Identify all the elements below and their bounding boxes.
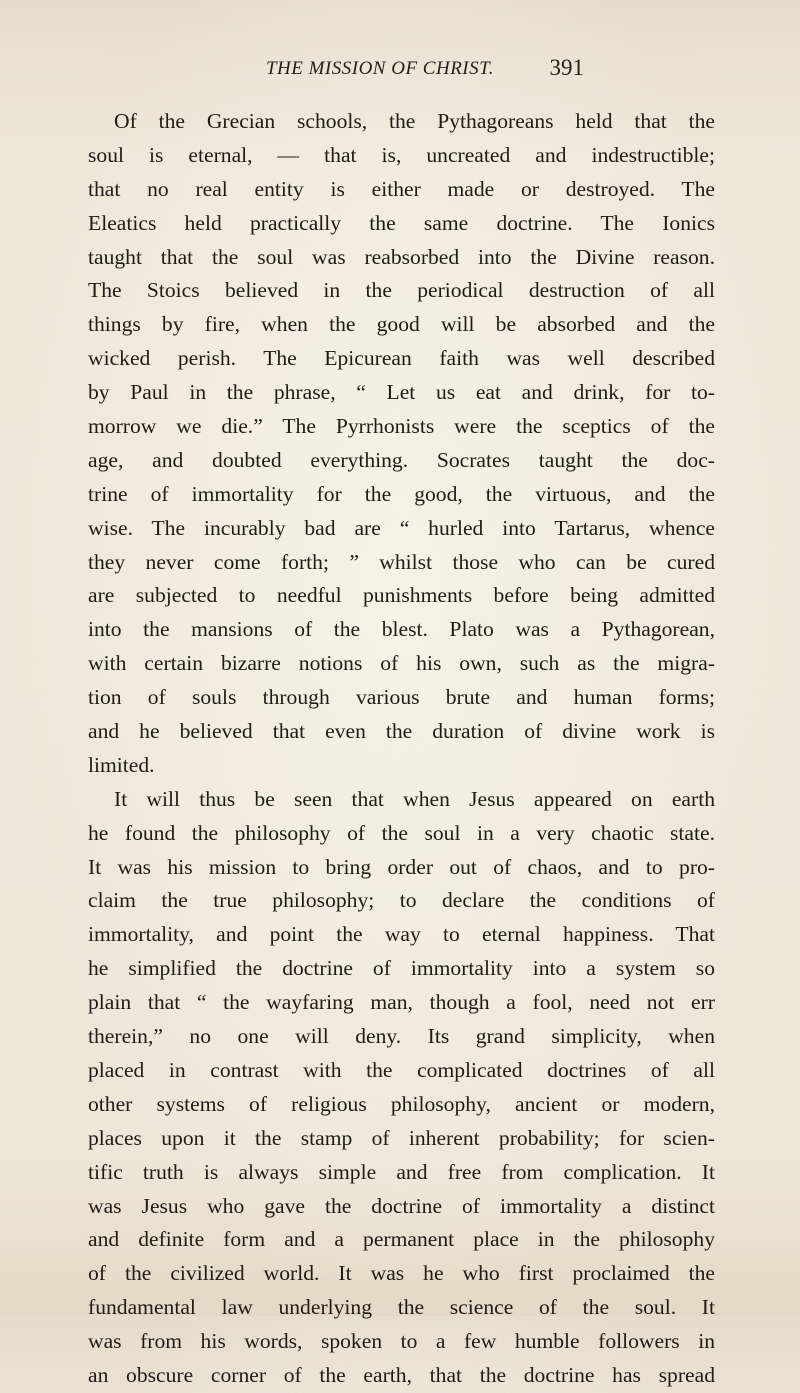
text-line: It was his mission to bring order out of chaos, and to pro-: [88, 854, 715, 879]
text-line: and he believed that even the duration of divine work is: [88, 719, 715, 744]
text-line: trine of immortality for the good, the virtuous, and the: [88, 481, 715, 506]
text-line: Eleatics held practically the same doctrine. The Ionics: [88, 210, 715, 235]
text-line: therein,” no one will deny. Its grand simplicity, when: [88, 1024, 715, 1049]
text-line: limited.: [88, 752, 155, 777]
text-line: was Jesus who gave the doctrine of immortality a distinct: [88, 1193, 715, 1218]
text-line: are subjected to needful punishments before being admitted: [88, 583, 715, 608]
text-line: It will thus be seen that when Jesus appeared on earth: [114, 786, 715, 811]
text-line: was from his words, spoken to a few humble followers in: [88, 1329, 715, 1354]
text-line: they never come forth; ” whilst those who can be cured: [88, 549, 715, 574]
text-line: places upon it the stamp of inherent probability; for scien-: [88, 1125, 715, 1150]
text-line: claim the true philosophy; to declare the conditions of: [88, 888, 715, 913]
text-line: The Stoics believed in the periodical destruction of all: [88, 278, 715, 303]
text-line: other systems of religious philosophy, ancient or modern,: [88, 1091, 715, 1116]
text-line: age, and doubted everything. Socrates taught the doc-: [88, 447, 715, 472]
page-number: 391: [549, 55, 584, 80]
text-line: that no real entity is either made or destroyed. The: [88, 176, 715, 201]
text-line: plain that “ the wayfaring man, though a fool, need not err: [88, 990, 715, 1015]
text-line: an obscure corner of the earth, that the doctrine has spread: [88, 1362, 715, 1387]
text-line: wise. The incurably bad are “ hurled into Tartarus, whence: [88, 515, 715, 540]
text-line: with certain bizarre notions of his own, such as the migra-: [88, 651, 715, 676]
text-line: Of the Grecian schools, the Pythagoreans held that the: [114, 109, 715, 133]
text-line: tific truth is always simple and free from complication. It: [88, 1159, 715, 1184]
text-line: and definite form and a permanent place in the philosophy: [88, 1227, 715, 1252]
text-line: placed in contrast with the complicated doctrines of all: [88, 1057, 715, 1082]
text-line: fundamental law underlying the science of the soul. It: [88, 1295, 715, 1320]
text-line: tion of souls through various brute and human forms;: [88, 685, 715, 710]
body-text: [88, 105, 715, 1393]
text-line: he found the philosophy of the soul in a very chaotic state.: [88, 820, 715, 845]
text-line: by Paul in the phrase, “ Let us eat and drink, for to-: [88, 380, 715, 405]
running-title: THE MISSION OF CHRIST.: [265, 58, 495, 79]
text-line: wicked perish. The Epicurean faith was well described: [88, 346, 715, 371]
text-line: of the civilized world. It was he who first proclaimed the: [88, 1261, 715, 1286]
text-line: immortality, and point the way to eternal happiness. That: [88, 922, 715, 947]
text-line: he simplified the doctrine of immortality into a system so: [88, 956, 715, 981]
text-line: soul is eternal, — that is, uncreated and indestructible;: [88, 142, 715, 167]
text-line: taught that the soul was reabsorbed into the Divine reason.: [88, 244, 715, 269]
text-line: things by fire, when the good will be absorbed and the: [88, 312, 715, 337]
text-line: morrow we die.” The Pyrrhonists were the sceptics of the: [88, 414, 715, 439]
text-line: into the mansions of the blest. Plato was a Pythagorean,: [88, 617, 715, 642]
